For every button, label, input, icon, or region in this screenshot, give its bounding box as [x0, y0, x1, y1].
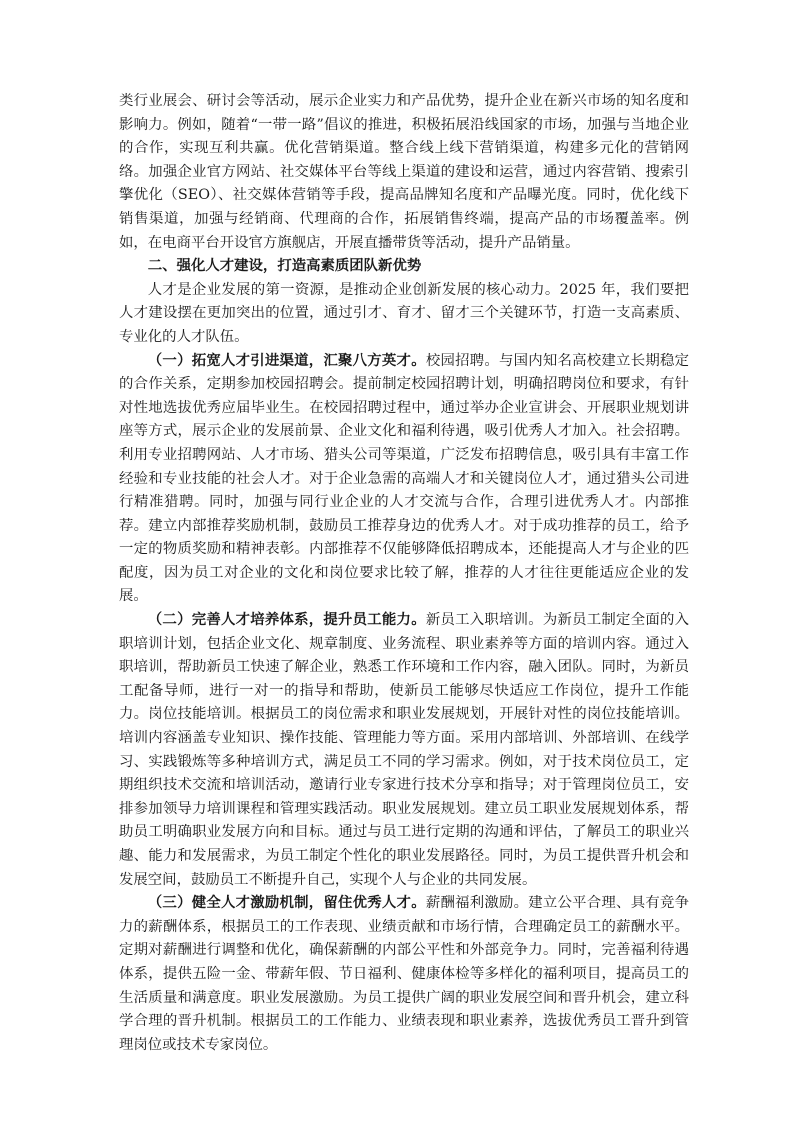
- subheading-incentives: （三）健全人才激励机制，留住优秀人才。: [147, 895, 426, 912]
- document-page: [119, 90, 689, 1057]
- paragraph-talent-intro: 人才是企业发展的第一资源，是推动企业创新发展的核心动力。2025 年，我们要把人才建设摆在更加突出的位置，通过引才、育才、留才三个关键环节，打造一支高素质、专业化的人才队伍。: [119, 281, 689, 345]
- paragraph-marketing-continued: 类行业展会、研讨会等活动，展示企业实力和产品优势，提升企业在新兴市场的知名度和影响力。例如，随着“一带一路”倡议的推进，积极拓展沿线国家的市场，加强与当地企业的合作，实现互利共赢。优化营销渠道。整合线上线下营销渠道，构建多元化的营销网络。加强企业官方网站、社交媒体平台等线上渠道的建设和运营，通过内容营销、搜索引擎优化（SEO）、社交媒体营销等手段，提高品牌知名度和产品曝光度。同时，优化线下销售渠道，加强与经销商、代理商的合作，拓展销售终端，提高产品的市场覆盖率。例如，在电商平台开设官方旗舰店，开展直播带货等活动，提升产品销量。: [119, 93, 689, 251]
- incentives-body: 薪酬福利激励。建立公平合理、具有竞争力的薪酬体系，根据员工的工作表现、业绩贡献和市场行情，合理确定员工的薪酬水平。定期对薪酬进行调整和优化，确保薪酬的内部公平性和外部竞争力。同时，完善福利待遇体系，提供五险一金、带薪年假、节日福利、健康体检等多样化的福利项目，提高员工的生活质量和满意度。职业发展激励。为员工提供广阔的职业发展空间和晋升机会，建立科学合理的晋升机制。根据员工的工作能力、业绩表现和职业素养，选拔优秀员工晋升到管理岗位或技术专家岗位。: [119, 895, 689, 1053]
- subheading-recruitment: （一）拓宽人才引进渠道，汇聚八方英才。: [147, 352, 426, 369]
- subheading-training: （二）完善人才培养体系，提升员工能力。: [147, 612, 426, 629]
- recruitment-body: 校园招聘。与国内知名高校建立长期稳定的合作关系，定期参加校园招聘会。提前制定校园招聘计划，明确招聘岗位和要求，有针对性地选拔优秀应届毕业生。在校园招聘过程中，通过举办企业宣讲会、开展职业规划讲座等方式，展示企业的发展前景、企业文化和福利待遇，吸引优秀人才加入。社会招聘。利用专业招聘网站、人才市场、猎头公司等渠道，广泛发布招聘信息，吸引具有丰富工作经验和专业技能的社会人才。对于企业急需的高端人才和关键岗位人才，通过猎头公司进行精准猎聘。同时，加强与同行业企业的人才交流与合作，合理引进优秀人才。内部推荐。建立内部推荐奖励机制，鼓励员工推荐身边的优秀人才。对于成功推荐的员工，给予一定的物质奖励和精神表彰。内部推荐不仅能够降低招聘成本，还能提高人才与企业的匹配度，因为员工对企业的文化和岗位要求比较了解，推荐的人才往往更能适应企业的发展。: [119, 352, 689, 605]
- section-heading-talent: 二、强化人才建设，打造高素质团队新优势: [147, 258, 422, 275]
- paragraph-recruitment: [119, 350, 689, 610]
- paragraph-training: [119, 609, 689, 892]
- training-body: 新员工入职培训。为新员工制定全面的入职培训计划，包括企业文化、规章制度、业务流程、职业素养等方面的培训内容。通过入职培训，帮助新员工快速了解企业，熟悉工作环境和工作内容，融入团队。同时，为新员工配备导师，进行一对一的指导和帮助，使新员工能够尽快适应工作岗位，提升工作能力。岗位技能培训。根据员工的岗位需求和职业发展规划，开展针对性的岗位技能培训。培训内容涵盖专业知识、操作技能、管理能力等方面。采用内部培训、外部培训、在线学习、实践锻炼等多种培训方式，满足员工不同的学习需求。例如，对于技术岗位员工，定期组织技术交流和培训活动，邀请行业专家进行技术分享和指导；对于管理岗位员工，安排参加领导力培训课程和管理实践活动。职业发展规划。建立员工职业发展规划体系，帮助员工明确职业发展方向和目标。通过与员工进行定期的沟通和评估，了解员工的职业兴趣、能力和发展需求，为员工制定个性化的职业发展路径。同时，为员工提供晋升机会和发展空间，鼓励员工不断提升自己，实现个人与企业的共同发展。: [119, 612, 689, 888]
- paragraph-incentives: [119, 892, 689, 1057]
